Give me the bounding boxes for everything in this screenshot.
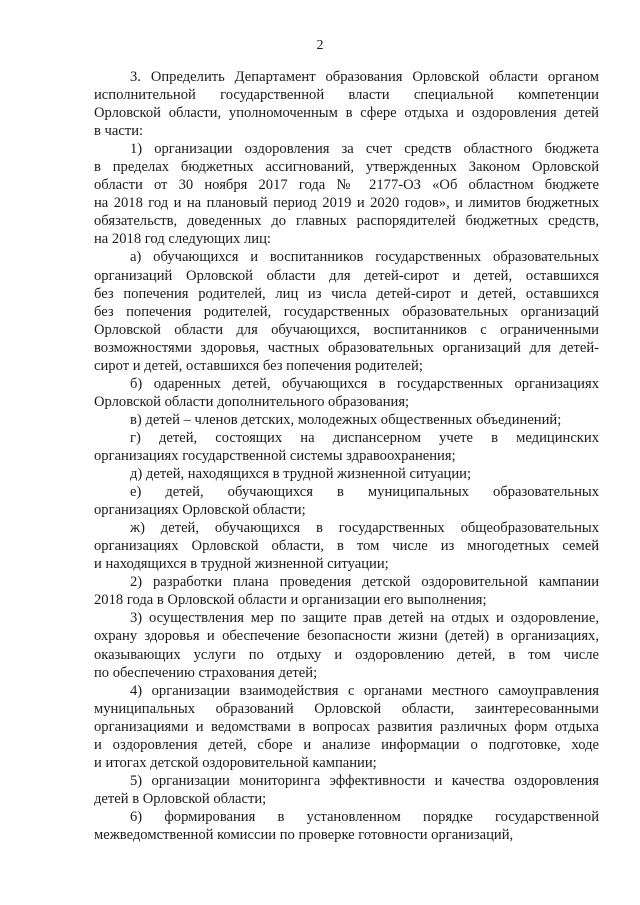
text-line: Орловской области дополнительного образования; bbox=[94, 393, 410, 410]
paragraph bbox=[94, 573, 599, 609]
text-line: сирот и детей, оставшихся без попечения родителей; bbox=[94, 357, 423, 374]
text-line: ж) детей, обучающихся в государственных общеобразовательных bbox=[130, 520, 599, 537]
paragraph bbox=[94, 465, 599, 483]
text-line: возможностями здоровья, частных образовательных организаций для детей- bbox=[94, 339, 599, 356]
text-line: в части: bbox=[94, 123, 144, 140]
text-line: организациях Орловской области; bbox=[94, 502, 306, 519]
text-line: Орловской области, уполномоченным в сфере отдыха и оздоровления детей bbox=[94, 105, 599, 122]
text-line: без попечения родителей, лиц из числа детей-сирот и детей, оставшихся bbox=[94, 285, 599, 302]
text-line: б) одаренных детей, обучающихся в государственных организациях bbox=[130, 375, 599, 392]
text-line: д) детей, находящихся в трудной жизненной ситуации; bbox=[130, 466, 472, 483]
text-line: 6) формирования в установленном порядке государственной bbox=[130, 808, 599, 825]
paragraph bbox=[94, 429, 599, 465]
text-line: 1) организации оздоровления за счет средств областного бюджета bbox=[130, 141, 599, 158]
text-line: в) детей – членов детских, молодежных общественных объединений; bbox=[130, 411, 562, 428]
paragraph bbox=[94, 483, 599, 519]
text-line: на 2018 год и на плановый период 2019 и 2020 годов», и лимитов бюджетных bbox=[94, 195, 599, 212]
paragraph bbox=[94, 68, 599, 140]
text-line: муниципальных образований Орловской области, заинтересованными bbox=[94, 700, 599, 717]
text-line: 2018 года в Орловской области и организации его выполнения; bbox=[94, 592, 487, 609]
paragraph bbox=[94, 248, 599, 374]
text-line: без попечения родителей, государственных образовательных организаций bbox=[94, 303, 599, 320]
text-line: организациях государственной системы здравоохранения; bbox=[94, 447, 456, 464]
page-number: 2 bbox=[316, 38, 324, 53]
text-line: 3. Определить Департамент образования Орловской области органом bbox=[130, 69, 599, 85]
text-line: в пределах бюджетных ассигнований, утвержденных Законом Орловской bbox=[94, 159, 599, 176]
paragraph bbox=[94, 140, 599, 248]
paragraph bbox=[94, 411, 599, 429]
text-line: охрану здоровья и обеспечение безопасности жизни (детей) в организациях, bbox=[94, 628, 599, 645]
text-line: а) обучающихся и воспитанников государственных образовательных bbox=[130, 249, 599, 266]
text-line: г) детей, состоящих на диспансерном учете в медицинских bbox=[130, 429, 599, 446]
text-line: и находящихся в трудной жизненной ситуации; bbox=[94, 556, 389, 573]
text-line: 5) организации мониторинга эффективности и качества оздоровления bbox=[130, 772, 599, 789]
paragraph bbox=[94, 609, 599, 681]
text-line: на 2018 год следующих лиц: bbox=[94, 231, 271, 248]
text-line: оказывающих услуги по отдыху и оздоровлению детей, в том числе bbox=[94, 646, 599, 663]
paragraph bbox=[94, 375, 599, 411]
text-line: 3) осуществления мер по защите прав детей на отдых и оздоровление, bbox=[130, 610, 599, 627]
text-line: межведомственной комиссии по проверке готовности организаций, bbox=[94, 826, 514, 843]
text-line: и итогах детской оздоровительной кампании; bbox=[94, 754, 377, 771]
text-line: обязательств, доведенных до главных распорядителей бюджетных средств, bbox=[94, 213, 599, 230]
text-line: 2) разработки плана проведения детской оздоровительной кампании bbox=[130, 574, 599, 591]
text-line: организаций Орловской области для детей-сирот и детей, оставшихся bbox=[94, 267, 599, 284]
text-line: 4) организации взаимодействия с органами местного самоуправления bbox=[130, 682, 599, 699]
text-line: детей в Орловской области; bbox=[94, 790, 267, 807]
paragraph bbox=[94, 808, 599, 844]
text-line: исполнительной государственной власти специальной компетенции bbox=[94, 87, 599, 104]
document-body bbox=[94, 68, 599, 844]
text-line: е) детей, обучающихся в муниципальных образовательных bbox=[130, 484, 599, 501]
paragraph bbox=[94, 772, 599, 808]
text-line: организациях Орловской области, в том числе из многодетных семей bbox=[94, 538, 599, 555]
paragraph bbox=[94, 519, 599, 573]
text-line: Орловской области для обучающихся, воспитанников с ограниченными bbox=[94, 321, 599, 338]
text-line: организациями и ведомствами в вопросах развития различных форм отдыха bbox=[94, 718, 599, 735]
text-line: области от 30 ноября 2017 года № 2177-ОЗ «Об областном бюджете bbox=[94, 177, 599, 194]
paragraph bbox=[94, 682, 599, 772]
text-line: и оздоровления детей, сборе и анализе информации о подготовке, ходе bbox=[94, 736, 599, 753]
text-line: по обеспечению страхования детей; bbox=[94, 664, 318, 681]
